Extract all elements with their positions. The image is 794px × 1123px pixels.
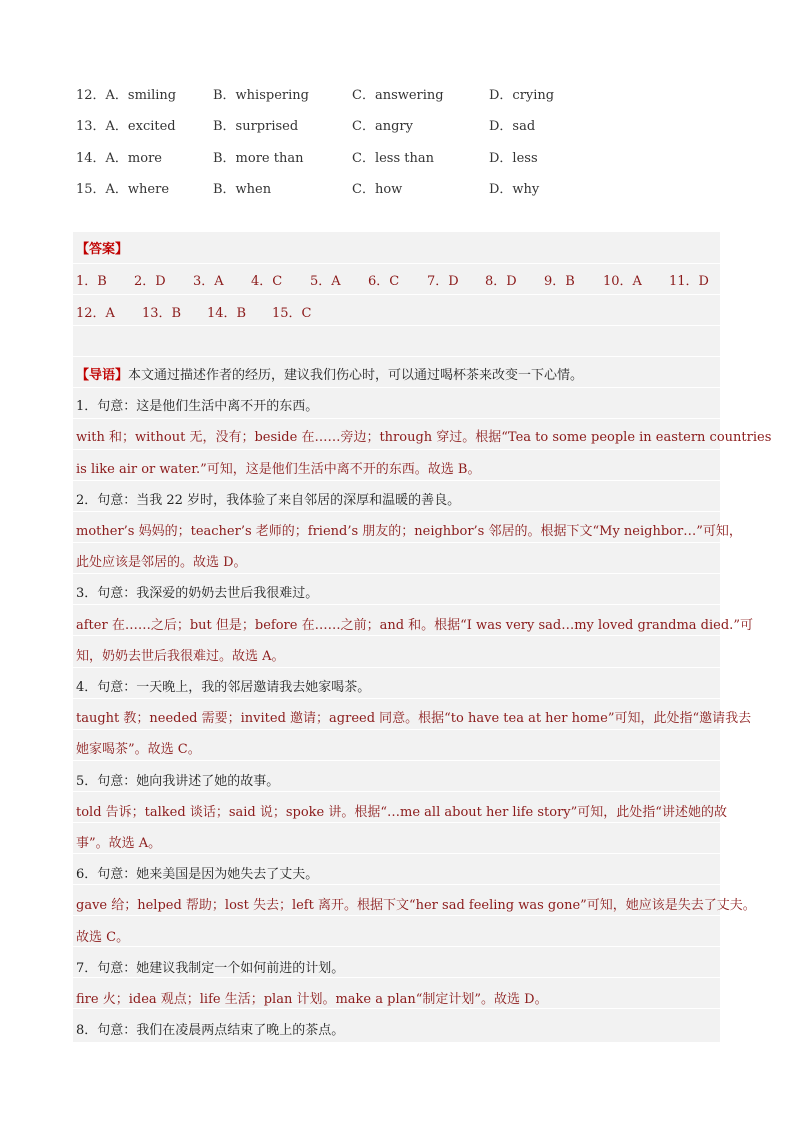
option-d: D．why	[489, 182, 540, 197]
option-d: D．sad	[489, 119, 536, 134]
answer-list-row-1	[76, 270, 716, 290]
explanation-line: is like air or water.”可知，这是他们生活中离不开的东西。故选 B。	[76, 462, 481, 477]
divider	[73, 387, 720, 388]
answer-item: 4．C	[251, 274, 283, 289]
divider	[73, 853, 720, 854]
option-c: C．answering	[352, 88, 444, 103]
divider	[73, 884, 720, 885]
divider	[73, 449, 720, 450]
divider	[73, 946, 720, 947]
divider	[73, 1008, 720, 1009]
explanation-line: 此处应该是邻居的。故选 D。	[76, 555, 247, 570]
answer-item: 13．B	[142, 306, 182, 321]
divider	[73, 604, 720, 605]
explanation-line: 知，奶奶去世后我很难过。故选 A。	[76, 649, 285, 664]
option-a: 12．A．smiling	[76, 88, 177, 103]
explanation-line: 她家喝茶”。故选 C。	[76, 742, 201, 757]
divider	[73, 822, 720, 823]
option-c: C．how	[352, 182, 403, 197]
guide-line	[76, 364, 583, 383]
answer-item: 5．A	[310, 274, 341, 289]
answer-item: 6．C	[368, 274, 400, 289]
option-a: 13．A．excited	[76, 119, 176, 134]
answer-item: 8．D	[485, 274, 517, 289]
divider	[73, 729, 720, 730]
divider	[73, 511, 720, 512]
option-a: 14．A．more	[76, 151, 162, 166]
explanation-line: 事”。故选 A。	[76, 836, 162, 851]
explanation-line: 6．句意：她来美国是因为她失去了丈夫。	[76, 867, 319, 882]
divider	[73, 356, 720, 357]
divider	[73, 542, 720, 543]
explanation-line: fire 火；idea 观点；life 生活；plan 计划。make a plan“制定计划”。故选 D。	[76, 992, 548, 1007]
explanation-line: 2．句意：当我 22 岁时，我体验了来自邻居的深厚和温暖的善良。	[76, 493, 461, 508]
option-b: B．surprised	[213, 119, 299, 134]
option-b: B．when	[213, 182, 272, 197]
option-c: C．less than	[352, 151, 434, 166]
explanation-line: after 在……之后；but 但是；before 在……之前；and 和。根据“I was very sad…my loved grandma died.”可	[76, 618, 753, 633]
divider	[73, 915, 720, 916]
answer-item: 7．D	[427, 274, 459, 289]
answer-list-row-2	[76, 302, 716, 322]
divider	[73, 791, 720, 792]
divider	[73, 977, 720, 978]
answer-heading: 【答案】	[76, 242, 129, 257]
answer-item: 14．B	[207, 306, 247, 321]
divider	[73, 760, 720, 761]
explanation-line: 1．句意：这是他们生活中离不开的东西。	[76, 399, 319, 414]
explanation-line: 4．句意：一天晚上，我的邻居邀请我去她家喝茶。	[76, 680, 371, 695]
option-b: B．whispering	[213, 88, 309, 103]
answer-item: 12．A	[76, 306, 115, 321]
answer-item: 11．D	[669, 274, 709, 289]
explanation-line: taught 教；needed 需要；invited 邀请；agreed 同意。根据“to have tea at her home”可知，此处指“邀请我去	[76, 711, 752, 726]
guide-tag: 【导语】	[76, 368, 129, 383]
option-d: D．less	[489, 151, 538, 166]
divider	[73, 667, 720, 668]
divider	[73, 263, 720, 264]
explanation-line: 8．句意：我们在凌晨两点结束了晚上的茶点。	[76, 1023, 345, 1038]
divider	[73, 698, 720, 699]
explanation-line: 故选 C。	[76, 930, 130, 945]
explanation-line: 5．句意：她向我讲述了她的故事。	[76, 774, 280, 789]
divider	[73, 294, 720, 295]
explanation-line: gave 给；helped 帮助；lost 失去；left 离开。根据下文“her sad feeling was gone”可知，她应该是失去了丈夫。	[76, 898, 756, 913]
option-d: D．crying	[489, 88, 555, 103]
explanation-line: 7．句意：她建议我制定一个如何前进的计划。	[76, 961, 345, 976]
answer-item: 1．B	[76, 274, 107, 289]
answer-item: 15．C	[272, 306, 312, 321]
explanation-line: 3．句意：我深爱的奶奶去世后我很难过。	[76, 586, 319, 601]
guide-text: 本文通过描述作者的经历，建议我们伤心时，可以通过喝杯茶来改变一下心情。	[128, 368, 584, 383]
option-b: B．more than	[213, 151, 304, 166]
answer-section	[73, 232, 720, 1042]
divider	[73, 635, 720, 636]
explanation-line: told 告诉；talked 谈话；said 说；spoke 讲。根据“…me all about her life story”可知，此处指“讲述她的故	[76, 805, 727, 820]
divider	[73, 573, 720, 574]
divider	[73, 325, 720, 326]
option-c: C．angry	[352, 119, 413, 134]
explanation-line: with 和；without 无，没有；beside 在……旁边；through 穿过。根据“Tea to some people in eastern countries	[76, 430, 772, 445]
answer-item: 3．A	[193, 274, 224, 289]
divider	[73, 418, 720, 419]
answer-item: 9．B	[544, 274, 575, 289]
answer-item: 2．D	[134, 274, 166, 289]
option-a: 15．A．where	[76, 182, 170, 197]
explanation-line: mother’s 妈妈的；teacher’s 老师的；friend’s 朋友的；neighbor’s 邻居的。根据下文“My neighbor…”可知，	[76, 524, 742, 539]
divider	[73, 480, 720, 481]
answer-item: 10．A	[603, 274, 642, 289]
